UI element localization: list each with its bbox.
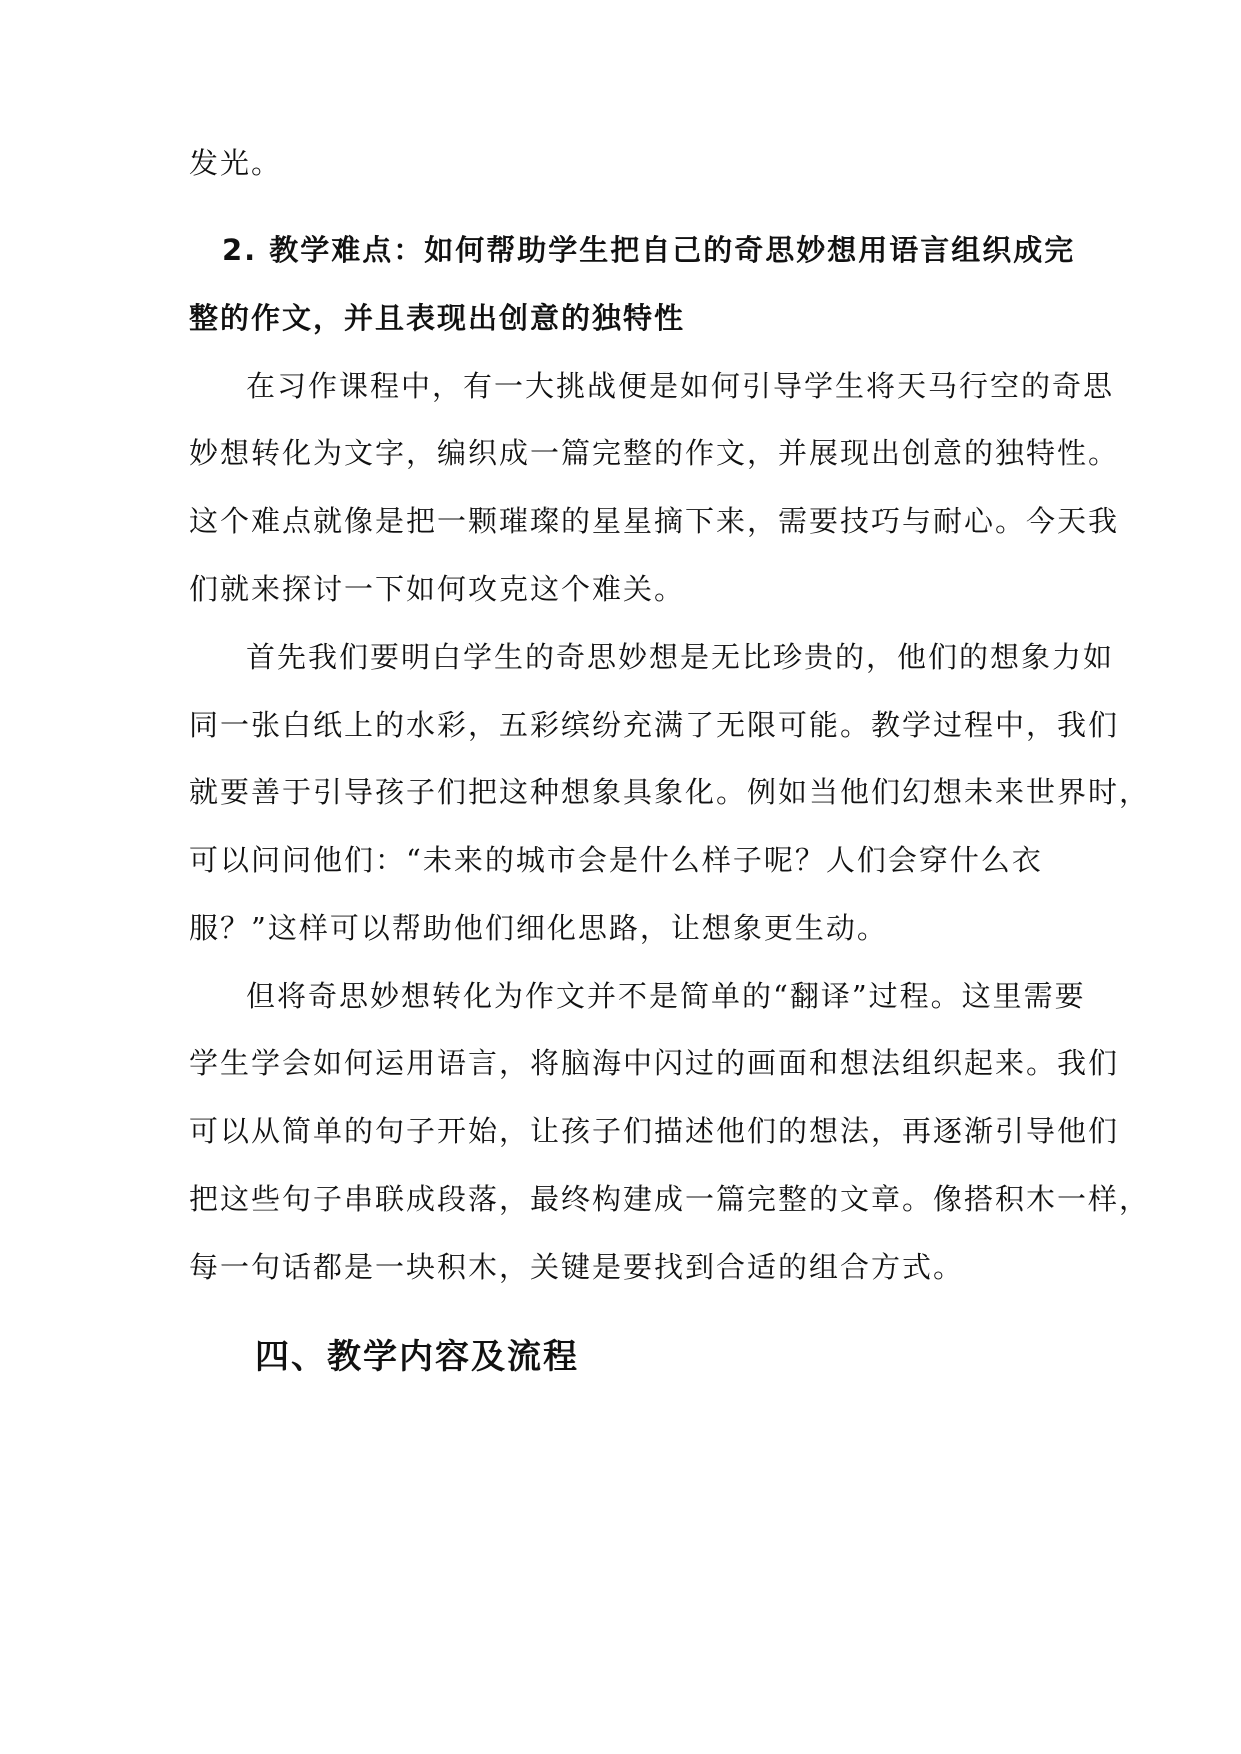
paragraph-line: 但将奇思妙想转化为作文并不是简单的“翻译”过程。这里需要 <box>246 979 1086 1013</box>
paragraph-line: 学生学会如何运用语言，将脑海中闪过的画面和想法组织起来。我们 <box>189 1046 1120 1080</box>
chapter-heading: 四、教学内容及流程 <box>255 1337 579 1377</box>
paragraph-line: 每一句话都是一块积木，关键是要找到合适的组合方式。 <box>189 1250 965 1284</box>
paragraph-line: 服？”这样可以帮助他们细化思路，让想象更生动。 <box>189 911 888 945</box>
paragraph-line: 首先我们要明白学生的奇思妙想是无比珍贵的，他们的想象力如 <box>246 640 1115 674</box>
paragraph-line: 可以从简单的句子开始，让孩子们描述他们的想法，再逐渐引导他们 <box>189 1114 1120 1148</box>
paragraph-line: 可以问问他们：“未来的城市会是什么样子呢？人们会穿什么衣 <box>189 843 1043 877</box>
section-heading-line: 2. 教学难点：如何帮助学生把自己的奇思妙想用语言组织成完 <box>222 233 1076 267</box>
paragraph-line: 们就来探讨一下如何攻克这个难关。 <box>189 572 686 606</box>
paragraph-line: 同一张白纸上的水彩，五彩缤纷充满了无限可能。教学过程中，我们 <box>189 708 1120 742</box>
paragraph-line: 在习作课程中，有一大挑战便是如何引导学生将天马行空的奇思 <box>246 369 1115 403</box>
text-line: 发光。 <box>189 146 283 180</box>
paragraph-line: 妙想转化为文字，编织成一篇完整的作文，并展现出创意的独特性。 <box>189 436 1120 470</box>
paragraph-line: 把这些句子串联成段落，最终构建成一篇完整的文章。像搭积木一样， <box>189 1182 1151 1216</box>
paragraph-line: 就要善于引导孩子们把这种想象具象化。例如当他们幻想未来世界时， <box>189 775 1151 809</box>
paragraph-line: 这个难点就像是把一颗璀璨的星星摘下来，需要技巧与耐心。今天我 <box>189 504 1120 538</box>
section-heading-line: 整的作文，并且表现出创意的独特性 <box>189 301 686 335</box>
